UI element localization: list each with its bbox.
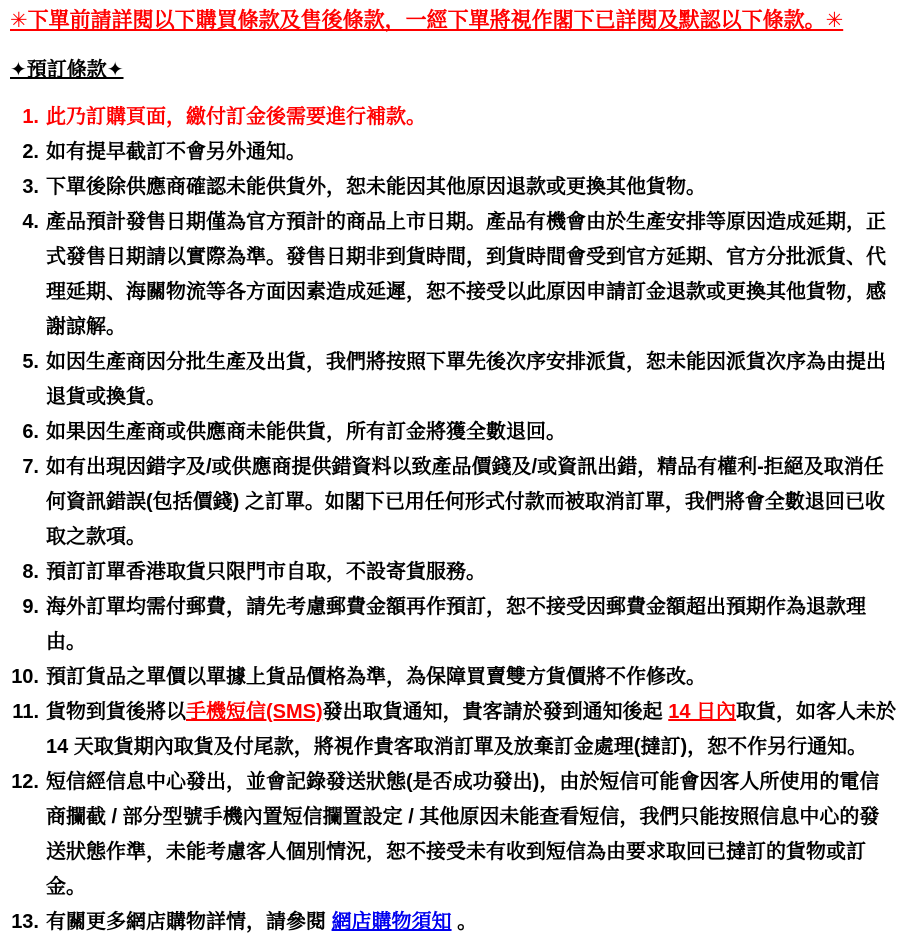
term-number: 4. (22, 211, 39, 233)
term-number: 7. (22, 456, 39, 478)
term-item (10, 660, 897, 695)
warning-banner: ✳下單前請詳閱以下購買條款及售後條款，一經下單將視作閣下已詳閱及默認以下條款。✳ (10, 9, 844, 32)
term-segment: 下單後除供應商確認未能供貨外，恕未能因其他原因退款或更換其他貨物。 (46, 176, 706, 198)
term-item (10, 450, 897, 555)
term-segment: 此乃訂購頁面，繳付訂金後需要進行補款。 (46, 106, 426, 128)
term-segment: 短信經信息中心發出，並會記錄發送狀態(是否成功發出)，由於短信可能會因客人所使用的電信商攔截 / 部分型號手機內置短信攔置設定 / 其他原因未能查看短信，我們只能按照信息中心的發送狀態作準，未能考慮客人個別情況，恕不接受未有收到短信為由要求取回已撻訂的貨物或訂金。 (46, 771, 880, 898)
term-text (46, 450, 897, 555)
term-segment: 如有提早截訂不會另外通知。 (46, 141, 306, 163)
store-shopping-notice-link[interactable]: 網店購物須知 (331, 911, 452, 933)
term-segment: 手機短信(SMS) (186, 701, 323, 723)
term-text (46, 170, 897, 205)
term-segment: 有關更多網店購物詳情，請參閱 (46, 911, 332, 933)
term-text (46, 765, 897, 905)
term-segment: 14 日內 (668, 701, 737, 723)
term-text (46, 905, 897, 940)
term-segment: 預訂貨品之單價以單據上貨品價格為準，為保障買賣雙方貨價將不作修改。 (46, 666, 706, 688)
term-item (10, 555, 897, 590)
term-segment: 。 (451, 911, 478, 933)
term-text (46, 345, 897, 415)
term-segment: 貨物到貨後將以 (46, 701, 186, 723)
section-heading-row (10, 56, 897, 84)
terms-list (10, 100, 897, 940)
term-number: 9. (22, 596, 39, 618)
term-text (46, 695, 897, 765)
term-text (46, 555, 897, 590)
term-segment: 取貨，如客人未於 14 天取貨期內取貨及付尾款，將視作貴客取消訂單及放棄訂金處理(撻訂)，恕不作另行通知。 (46, 701, 897, 758)
term-segment: 如因生產商因分批生產及出貨，我們將按照下單先後次序安排派貨，恕未能因派貨次序為由提出退貨或換貨。 (46, 351, 886, 408)
term-number: 1. (22, 106, 39, 128)
term-number: 6. (22, 421, 39, 443)
term-item (10, 695, 897, 765)
term-segment: 如有出現因錯字及/或供應商提供錯資料以致產品價錢及/或資訊出錯，精品有權利-拒絕及取消任何資訊錯誤(包括價錢) 之訂單。如閣下已用任何形式付款而被取消訂單，我們將會全數退回已收取之款項。 (46, 456, 885, 548)
term-segment: 預訂訂單香港取貨只限門市自取，不設寄貨服務。 (46, 561, 486, 583)
term-text (46, 100, 897, 135)
term-number: 11. (12, 701, 39, 723)
term-item (10, 205, 897, 345)
term-item (10, 170, 897, 205)
term-number: 10. (11, 666, 39, 688)
term-number: 12. (11, 771, 39, 793)
term-number: 5. (22, 351, 39, 373)
term-number: 13. (11, 911, 39, 933)
term-segment: 發出取貨通知，貴客請於發到通知後起 (322, 701, 669, 723)
term-item (10, 765, 897, 905)
section-heading: ✦預訂條款✦ (10, 59, 124, 81)
term-item (10, 415, 897, 450)
term-segment: 海外訂單均需付郵費，請先考慮郵費金額再作預訂，恕不接受因郵費金額超出預期作為退款理由。 (46, 596, 866, 653)
term-text (46, 660, 897, 695)
term-item (10, 135, 897, 170)
term-number: 2. (22, 141, 39, 163)
term-item (10, 590, 897, 660)
term-text (46, 415, 897, 450)
term-text (46, 590, 897, 660)
term-text (46, 135, 897, 170)
term-text (46, 205, 897, 345)
term-number: 8. (22, 561, 39, 583)
term-item (10, 345, 897, 415)
term-item (10, 905, 897, 940)
term-segment: 如果因生產商或供應商未能供貨，所有訂金將獲全數退回。 (46, 421, 566, 443)
term-item (10, 100, 897, 135)
term-segment: 產品預計發售日期僅為官方預計的商品上市日期。產品有機會由於生產安排等原因造成延期，正式發售日期請以實際為準。發售日期非到貨時間，到貨時間會受到官方延期、官方分批派貨、代理延期、海關物流等各方面因素造成延遲，恕不接受以此原因申請訂金退款或更換其他貨物，感謝諒解。 (46, 211, 886, 338)
term-number: 3. (22, 176, 39, 198)
